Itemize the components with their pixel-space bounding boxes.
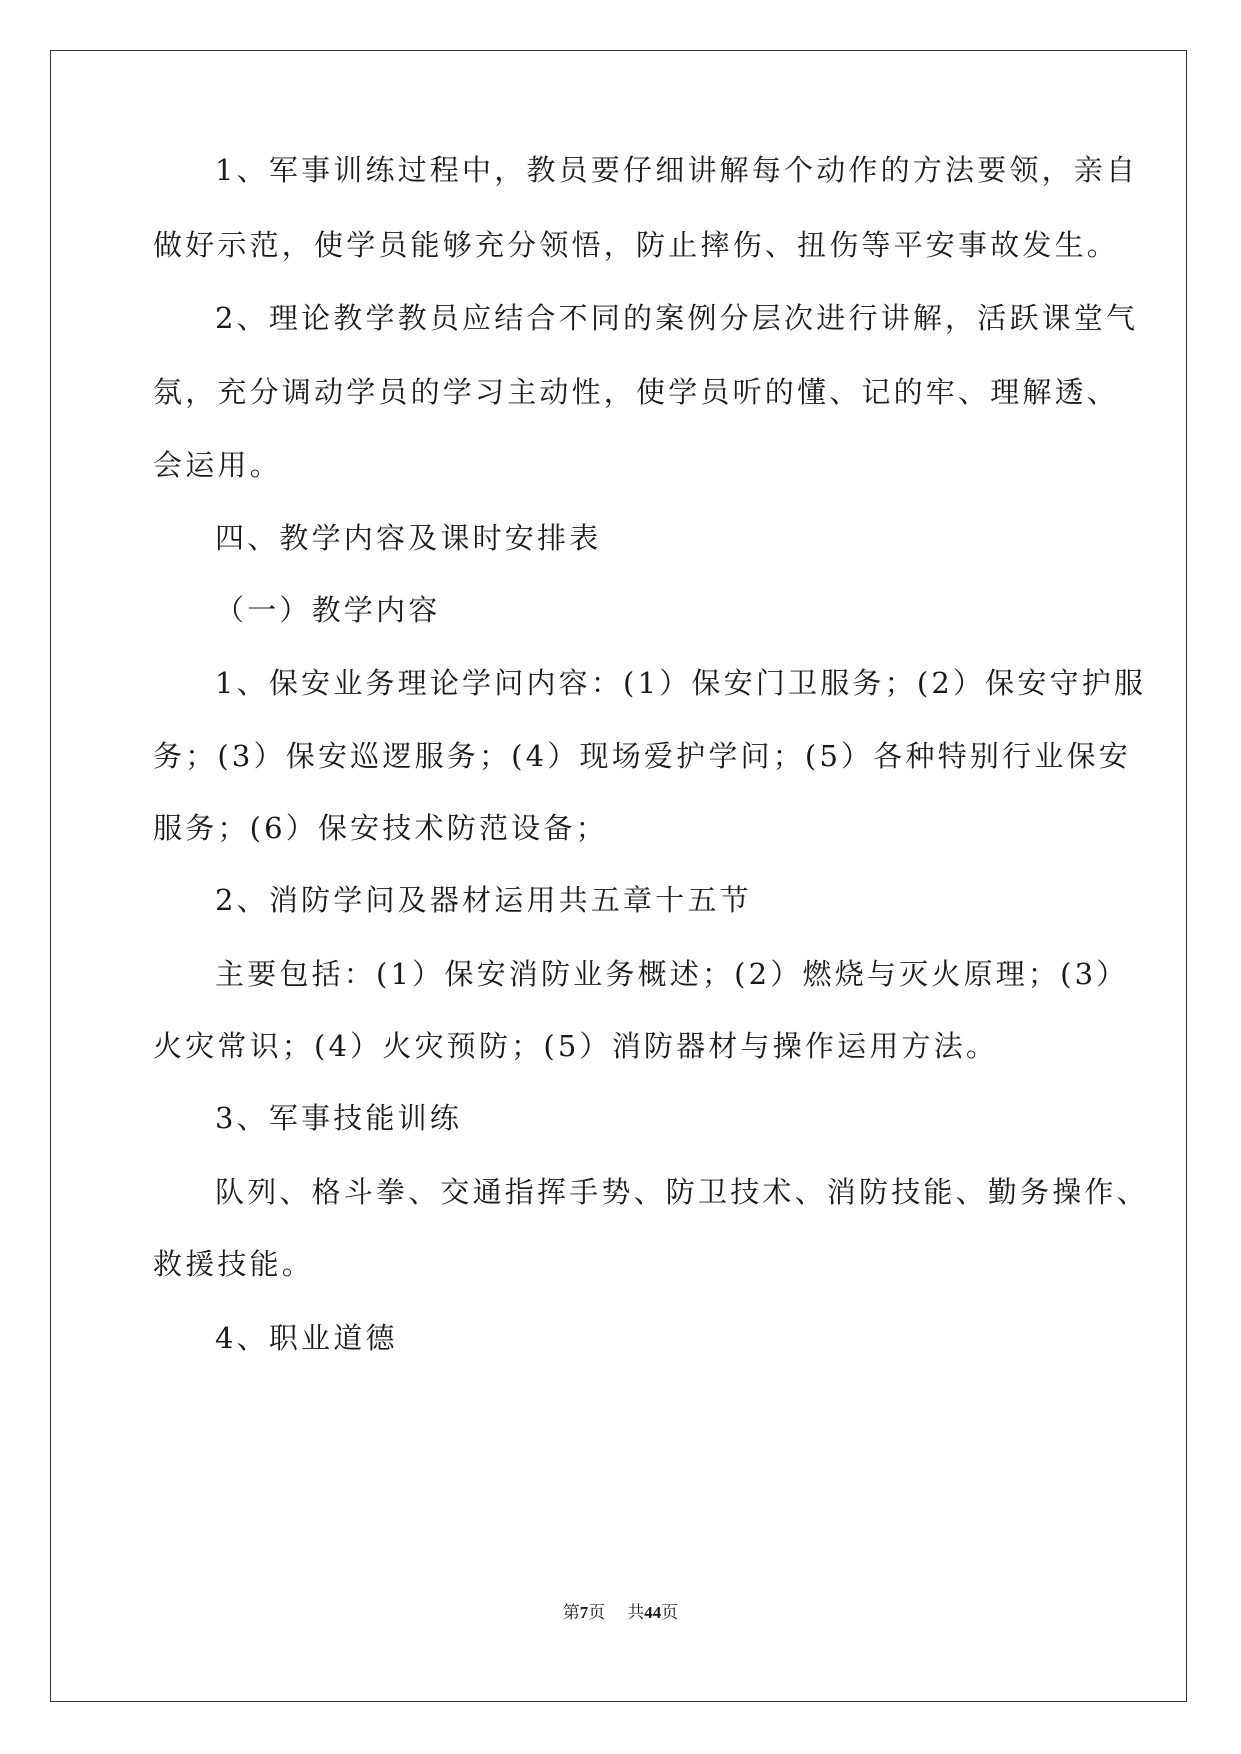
total-pages: 44 — [644, 1603, 662, 1622]
page-suffix: 页 — [588, 1603, 606, 1622]
section-heading: 四、教学内容及课时安排表 — [215, 521, 602, 555]
page-prefix: 第 — [562, 1603, 580, 1622]
page-number: 7 — [579, 1603, 589, 1622]
item-heading: 2、消防学问及器材运用共五章十五节 — [215, 883, 752, 917]
total-prefix: 共 — [627, 1603, 645, 1622]
paragraph-line: 1、军事训练过程中，教员要仔细讲解每个动作的方法要领，亲自 — [215, 153, 1139, 187]
paragraph-line: 1、保安业务理论学问内容：(1）保安门卫服务；(2）保安守护服 — [215, 666, 1147, 700]
subsection-heading: （一）教学内容 — [215, 593, 441, 627]
paragraph-line: 2、理论教学教员应结合不同的案例分层次进行讲解，活跃课堂气 — [215, 301, 1139, 335]
paragraph-line: 氛，充分调动学员的学习主动性，使学员听的懂、记的牢、理解透、 — [153, 375, 1120, 409]
paragraph-line: 主要包括：(1）保安消防业务概述；(2）燃烧与灭火原理；(3） — [215, 957, 1129, 991]
paragraph-line: 会运用。 — [153, 448, 282, 482]
paragraph-line: 队列、格斗拳、交通指挥手势、防卫技术、消防技能、勤务操作、 — [215, 1175, 1149, 1209]
paragraph-line: 救援技能。 — [153, 1247, 315, 1281]
page-footer — [0, 1602, 1241, 1624]
item-heading: 3、军事技能训练 — [215, 1101, 463, 1135]
paragraph-line: 做好示范，使学员能够充分领悟，防止摔伤、扭伤等平安事故发生。 — [153, 228, 1120, 262]
paragraph-line: 务；(3）保安巡逻服务；(4）现场爱护学问；(5）各种特别行业保安 — [153, 739, 1131, 773]
item-heading: 4、职业道德 — [215, 1321, 398, 1355]
paragraph-line: 火灾常识；(4）火灾预防；(5）消防器材与操作运用方法。 — [153, 1029, 999, 1063]
page-border — [50, 50, 1187, 1702]
total-suffix: 页 — [661, 1603, 679, 1622]
paragraph-line: 服务；(6）保安技术防范设备； — [153, 811, 608, 845]
